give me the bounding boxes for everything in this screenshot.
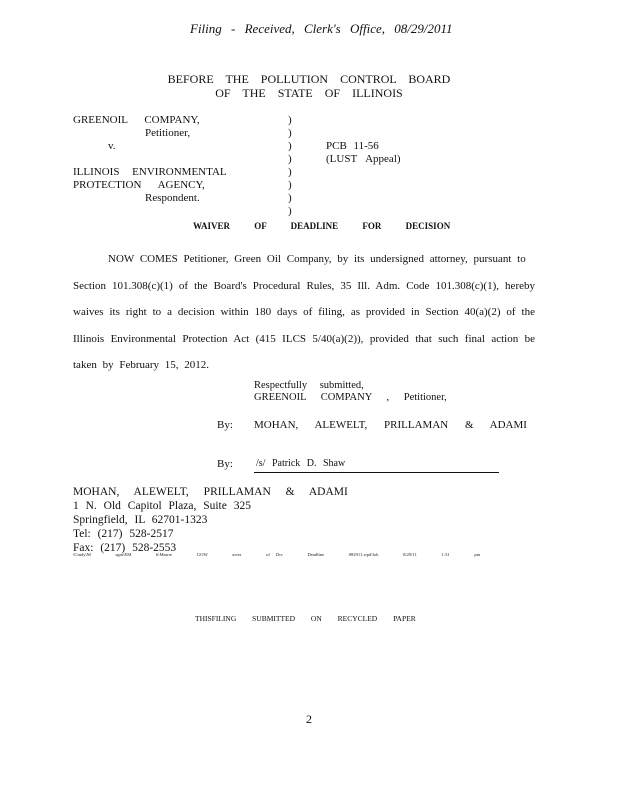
- firm-name: MOHAN, ALEWELT, PRILLAMAN & ADAMI: [73, 486, 348, 498]
- body-first-line: NOW COMES Petitioner, Green Oil Company, by its undersigned attorney, pursuant to: [108, 253, 526, 265]
- caption-parentheses: ) ) ) ) ) ) ) ): [288, 114, 292, 217]
- board-heading-line1: BEFORE THE POLLUTION CONTROL BOARD: [167, 72, 451, 86]
- firm-telephone: Tel: (217) 528-2517: [73, 528, 174, 540]
- firm-signature-name: MOHAN, ALEWELT, PRILLAMAN & ADAMI: [254, 419, 527, 431]
- document-path: \Cindy\M sgm\EM b\Mmrre GOW aiver of Drc Deadline 082911.wpd\lok 8/29/11 1:31 pm: [73, 552, 481, 557]
- signature-line: [254, 472, 499, 473]
- body-paragraph: [73, 246, 535, 379]
- recycled-paper-note: THISFILING SUBMITTED ON RECYCLED PAPER: [195, 614, 416, 623]
- filing-stamp: Filing - Received, Clerk's Office, 08/29/2011: [190, 21, 453, 36]
- case-number: PCB 11-56: [326, 140, 379, 152]
- petitioner-role: Petitioner,: [145, 127, 191, 139]
- respondent-line2: PROTECTION AGENCY,: [73, 179, 205, 191]
- body-text: Section 101.308(c)(1) of the Board's Procedural Rules, 35 Ill. Adm. Code 101.308(c)(1), hereby waives its right to a decision within 180 days of filing, as provided in Section 40(a)(2) of the Illinois Environmental Protection Act (415 ILCS 5/40(a)(2)), provided that such final action be taken by February 15, 2012.: [73, 279, 535, 371]
- firm-address-line2: Springfield, IL 62701-1323: [73, 514, 208, 526]
- petitioner-name: GREENOIL COMPANY,: [73, 114, 200, 126]
- signature-party: GREENOIL COMPANY , Petitioner,: [254, 392, 447, 403]
- signer-name: /s/ Patrick D. Shaw: [256, 458, 346, 469]
- versus-label: v.: [108, 140, 116, 152]
- firm-address-line1: 1 N. Old Capitol Plaza, Suite 325: [73, 500, 251, 512]
- signature-closing: Respectfully submitted,: [254, 380, 364, 391]
- by-label-1: By:: [217, 419, 233, 431]
- firm-address-block: [73, 485, 348, 555]
- document-title: WAIVER OF DEADLINE FOR DECISION: [193, 221, 451, 231]
- page-number: 2: [306, 712, 312, 726]
- by-label-2: By:: [217, 458, 233, 470]
- respondent-line1: ILLINOIS ENVIRONMENTAL: [73, 166, 227, 178]
- respondent-role: Respondent.: [145, 192, 200, 204]
- firm-fax: Fax: (217) 528-2553: [73, 542, 177, 554]
- case-type: (LUST Appeal): [326, 153, 401, 165]
- board-heading-line2: OF THE STATE OF ILLINOIS: [215, 86, 403, 100]
